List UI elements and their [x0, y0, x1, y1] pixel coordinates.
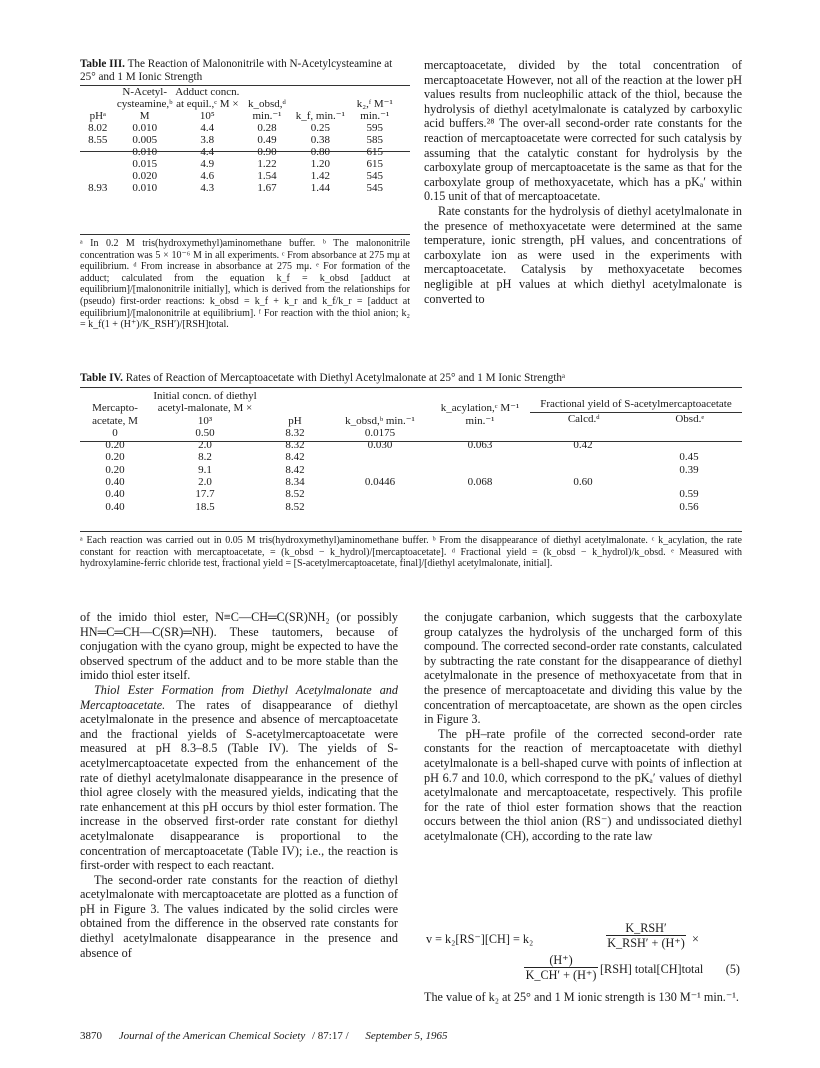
table-cell: 585 — [366, 134, 384, 146]
table-row — [80, 134, 402, 146]
table-cell — [430, 427, 530, 439]
table-cell: 4.4 — [200, 122, 215, 134]
table-row — [80, 451, 742, 463]
eq-fraction-1 — [606, 922, 686, 950]
table-cell: 0.60 — [573, 476, 593, 489]
table4-group-header: Fractional yield of S-acetylmercaptoacetate — [530, 398, 742, 412]
table-cell — [330, 488, 430, 500]
eq-frac1-denominator: K_RSH′ + (H⁺) — [607, 936, 685, 950]
table-cell: 0 — [112, 426, 118, 439]
table-cell — [430, 464, 530, 476]
page-number: 3870 — [80, 1030, 102, 1042]
table-cell: 0.45 — [679, 451, 699, 464]
issue-date: September 5, 1965 — [365, 1030, 448, 1042]
table3 — [80, 86, 402, 194]
table-cell: 8.2 — [198, 451, 212, 464]
eq-number: (5) — [725, 962, 740, 976]
table-cell — [530, 501, 636, 513]
table-cell: 0.40 — [105, 488, 125, 501]
table-cell: 0.20 — [105, 439, 125, 452]
paragraph — [80, 683, 398, 873]
table4-caption-label: Table IV. — [80, 372, 123, 384]
table-cell: 1.44 — [310, 182, 330, 194]
table-cell: 8.52 — [285, 488, 305, 501]
table4-bottom-rule — [80, 531, 742, 532]
table-cell: 0.38 — [310, 134, 330, 146]
table-cell: 0.0446 — [364, 476, 396, 489]
table-cell: 1.42 — [310, 170, 330, 182]
table4-footnote: ᵃ Each reaction was carried out in 0.05 M tris(hydroxymethyl)aminomethane buffer. ᵇ From the disappearance of diethyl acetylmalonate. ᶜ k_acylation, the rate constant for reaction with mercaptoacetate, = (k_obsd − k_hydrol)/[mercaptoacetate]. ᵈ Fractional yield = (k_obsd − k_hydrol)/k_obsd. ᵉ Measured with hydroxylamine-ferric chloride test, fractional yield = [S-acetylmercaptoacetate, final]/[diethyl acetylmalonate, initial]. — [80, 535, 742, 570]
eq-frac2-numerator: (H⁺) — [524, 954, 598, 968]
table-cell: 2.0 — [198, 476, 212, 489]
table3-caption-text: The Reaction of Malononitrile with N-Acetylcysteamine at 25° and 1 M Ionic Strength — [80, 58, 393, 83]
journal-name: Journal of the American Chemical Society — [118, 1030, 306, 1042]
table3-header: k_f, min.⁻¹ — [295, 110, 345, 122]
table-cell: 0.39 — [679, 463, 699, 476]
table-cell: 0.0175 — [364, 426, 396, 439]
table-cell: 8.42 — [285, 463, 305, 476]
table-cell: 0.40 — [105, 500, 125, 513]
table3-header: N-Acetyl-cysteamine,ᵇ M — [116, 86, 173, 122]
table-cell: 4.4 — [200, 146, 215, 158]
table-row — [80, 464, 742, 476]
table-cell — [430, 488, 530, 500]
table-cell: 1.67 — [257, 182, 277, 194]
table4-subheader-obsd: Obsd.ᵉ — [675, 412, 705, 425]
table-cell — [636, 476, 742, 488]
table4-top-rule — [80, 387, 742, 388]
table4-caption-text: Rates of Reaction of Mercaptoacetate with Diethyl Acetylmalonate at 25° and 1 M Ionic Strengthᵃ — [125, 372, 566, 384]
paragraph: mercaptoacetate, divided by the total concentration of mercaptoacetate However, not all of the reaction at the lower pH values results from nucleophilic attack of the thiol, because the hydrolysis of diethyl acetylmalonate is catalyzed by carboxylic acid buffers.²⁸ The over-all second-order rate constants for the reaction of mercaptoacetate were corrected for such catalysis by assuming that the catalytic constant for hydrolysis by the carboxylate group of mercaptoacetate is the same as that for the carboxylate group of methoxyacetate, which has a pKₐ′ within 0.15 unit of that of mercaptoacetate. — [424, 58, 742, 204]
table-cell: 9.1 — [198, 463, 212, 476]
table3-body — [80, 122, 402, 194]
table4-header: k_acylation,ᶜ M⁻¹ min.⁻¹ — [440, 402, 520, 427]
table-row — [80, 182, 402, 194]
table-row — [80, 158, 402, 170]
page-footer — [80, 1030, 448, 1042]
table-cell — [530, 488, 636, 500]
table-cell: 0.80 — [310, 146, 330, 158]
eq-lhs: v = k₂[RS⁻][CH] = k₂ — [426, 932, 534, 946]
table4-header-rule — [80, 441, 742, 442]
table-cell: 4.9 — [200, 158, 215, 170]
table-cell: 0.20 — [105, 463, 125, 476]
eq-times: × — [692, 932, 699, 946]
table-cell: 8.02 — [88, 122, 108, 134]
table-cell — [530, 451, 636, 463]
table-cell: 595 — [366, 122, 384, 134]
table3-footnote: ᵃ In 0.2 M tris(hydroxymethyl)aminomethane buffer. ᵇ The malononitrile concentration was 5 × 10⁻⁶ M in all experiments. ᶜ From absorbance at 275 mμ at equilibrium. ᵈ From increase in absorbance at 275 mμ. ᵉ For formation of the adduct; calculated from the equation k_f = k_obsd [adduct at equilibrium]/[malononitrile initially], which is derived from the relationships for (pseudo) first-order reactions: k_obsd = k_f + k_r and k_f/k_r = [adduct at equilibrium]/[malononitrile at equilibrium]. ᶠ For reaction with the thiol anion; k₂ = k_f(1 + (H⁺)/K_RSH′)/[RSH]total. — [80, 238, 410, 331]
table-cell: 8.55 — [88, 134, 108, 146]
table-cell: 0.42 — [573, 439, 593, 452]
equation-5 — [424, 920, 742, 982]
table-row — [80, 476, 742, 488]
table4-header: Mercapto-acetate, M — [92, 402, 138, 427]
table-cell: 1.22 — [257, 158, 277, 170]
table4 — [80, 390, 742, 513]
table4-caption — [80, 372, 742, 385]
paragraph: Rate constants for the hydrolysis of diethyl acetylmalonate in the presence of methoxyacetate were determined at the same temperature, ionic strength, pH values, and concentrations of carboxylate ion as were used in the experiments with mercaptoacetate. Catalysis by methoxyacetate becomes negligible at pH values at which diethyl acetylmalonate is converted to — [424, 203, 742, 306]
table-cell: 0.50 — [195, 426, 215, 439]
table-cell — [330, 464, 430, 476]
table-cell: 2.0 — [198, 439, 212, 452]
table-cell: 3.8 — [200, 134, 215, 146]
table-cell: 8.32 — [285, 426, 305, 439]
table-cell: 8.52 — [285, 500, 305, 513]
table-cell: 8.93 — [88, 182, 108, 194]
table-row — [80, 501, 742, 513]
table-cell: 8.42 — [285, 451, 305, 464]
table-cell — [80, 158, 116, 170]
table-cell: 0.40 — [105, 476, 125, 489]
table-cell: 0.068 — [467, 476, 493, 489]
table4-body — [80, 427, 742, 513]
paragraph: The value of k₂ at 25° and 1 M ionic strength is 130 M⁻¹ min.⁻¹. — [424, 990, 739, 1004]
table-cell: 0.015 — [132, 158, 158, 170]
table-cell: 0.28 — [257, 122, 277, 134]
table-cell: 0.010 — [132, 146, 158, 158]
table-cell: 4.3 — [200, 182, 215, 194]
left-bottom-column — [80, 610, 398, 960]
paragraph-text: The rates of disappearance of diethyl acetylmalonate in the presence and absence of mercaptoacetate and the fractional yields of S-acetylmercaptoacetate were measured at pH 8.3–8.5 (Table IV). The yields of S-acetylmercaptoacetate expected from the enhancement of the rate of diethyl acetylmalonate disappearance in the presence of thiol agree closely with the measured yields, indicating that the rate enhancement at this pH occurs by thiol ester formation. The increase in the observed first-order rate constant for diethyl acetylmalonate disappearance is proportional to the concentration of mercaptoacetate (Table IV); i.e., the reaction is first-order with respect to each reactant. — [80, 697, 398, 873]
table-cell: 18.5 — [195, 500, 215, 513]
table4-header-row — [80, 390, 742, 427]
table4-header: Initial concn. of diethyl acetyl-malonate, M × 10³ — [153, 390, 257, 427]
table-row — [80, 170, 402, 182]
table-cell: 615 — [366, 158, 384, 170]
table-cell: 1.54 — [257, 170, 277, 182]
table4-subheader-calcd: Calcd.ᵈ — [567, 412, 600, 425]
table4-subheaders — [530, 413, 742, 425]
table4-header: k_obsd,ᵇ min.⁻¹ — [345, 414, 415, 427]
table-cell — [330, 501, 430, 513]
table-cell: 0.020 — [132, 170, 158, 182]
table-cell — [530, 464, 636, 476]
paragraph: The second-order rate constants for the reaction of diethyl acetylmalonate with mercaptoacetate are plotted as a function of pH in Figure 3. The values indicated by the solid circles were obtained from the difference in the observed rate constants for diethyl acetylmalonate disappearance in the presence and absence of — [80, 872, 398, 960]
table3-header: Adduct concn. at equil.,ᶜ M × 10⁵ — [175, 86, 240, 122]
table-cell — [530, 427, 636, 439]
table3-header: k_obsd,ᵈ min.⁻¹ — [247, 98, 286, 122]
table-cell: 0.90 — [257, 146, 277, 158]
table4-group-header-cell — [530, 390, 742, 427]
table-cell — [636, 427, 742, 439]
table3-header-rule — [80, 151, 410, 152]
table3-bottom-rule — [80, 234, 410, 235]
table-cell: 0.063 — [467, 439, 493, 452]
table3-header: pHᵃ — [89, 110, 107, 122]
right-bottom-tail — [424, 990, 742, 1005]
section-heading: Thiol Ester Formation from Diethyl Acetylmalonate and Mercaptoacetate. — [80, 682, 398, 712]
table-cell — [80, 146, 116, 158]
right-top-column — [424, 58, 742, 306]
table-cell: 0.20 — [105, 451, 125, 464]
table-row — [80, 488, 742, 500]
eq-tail: [RSH] total[CH]total — [600, 962, 704, 976]
table-cell: 0.56 — [679, 500, 699, 513]
table-row — [80, 146, 402, 158]
eq-frac2-denominator: K_CH′ + (H⁺) — [525, 968, 597, 982]
paragraph: of the imido thiol ester, N≡C—CH═C(SR)NH₂ (or possibly HN═C═CH—C(SR)═NH). These tautomers, because of conjugation with the cyano group, might be expected to have the observed spectrum of the adduct and to be more stable than the imido thiol ester itself. — [80, 610, 398, 683]
table-cell: 8.34 — [285, 476, 305, 489]
table-cell: 0.010 — [132, 122, 158, 134]
table-cell: 8.32 — [285, 439, 305, 452]
volume-issue: / 87:17 / — [311, 1030, 349, 1042]
table-cell: 0.030 — [367, 439, 393, 452]
table-cell: 545 — [366, 182, 384, 194]
table-cell: 0.59 — [679, 488, 699, 501]
eq-frac1-numerator: K_RSH′ — [606, 922, 686, 936]
table-cell: 4.6 — [200, 170, 215, 182]
table-cell: 0.010 — [132, 182, 158, 194]
table-cell — [80, 170, 116, 182]
table3-caption — [80, 58, 410, 84]
right-bottom-column — [424, 610, 742, 844]
paragraph: the conjugate carbanion, which suggests that the carboxylate group catalyzes the hydrolysis of the uncharged form of this compound. The corrected second-order rate constants, calculated by subtracting the rate constant for the disappearance of diethyl acetylmalonate in the presence of methoxyacetate from that in the presence of mercaptoacetate and dividing this value by the concentration of mercaptoacetate, are shown as the open circles in Figure 3. — [424, 610, 742, 727]
table-cell: 1.20 — [310, 158, 330, 170]
table-cell: 0.005 — [132, 134, 158, 146]
table-cell: 0.25 — [310, 122, 330, 134]
table-row — [80, 122, 402, 134]
table-cell: 615 — [366, 146, 384, 158]
table3-header-row — [80, 86, 402, 122]
table3-caption-label: Table III. — [80, 58, 125, 70]
table-cell: 545 — [366, 170, 384, 182]
table-row — [80, 427, 742, 439]
table-cell — [430, 501, 530, 513]
table4-header: pH — [288, 414, 302, 427]
table-cell — [330, 451, 430, 463]
eq-fraction-2 — [524, 954, 598, 982]
table3-header: k₂,ᶠ M⁻¹ min.⁻¹ — [356, 98, 393, 122]
table-cell: 17.7 — [195, 488, 215, 501]
table-cell — [430, 451, 530, 463]
table-cell: 0.49 — [257, 134, 277, 146]
paragraph: The pH–rate profile of the corrected second-order rate constants for the reaction of mercaptoacetate with diethyl acetylmalonate is a bell-shaped curve with points of inflection at pH 6.7 and 10.0, which correspond to the pKₐ′ values of diethyl acetylmalonate and mercaptoacetate, respectively. This profile for the rate of thiol ester formation shows that the reaction occurs between the thiol anion (RS⁻) and undissociated diethyl acetylmalonate (CH), according to the rate law — [424, 726, 742, 843]
